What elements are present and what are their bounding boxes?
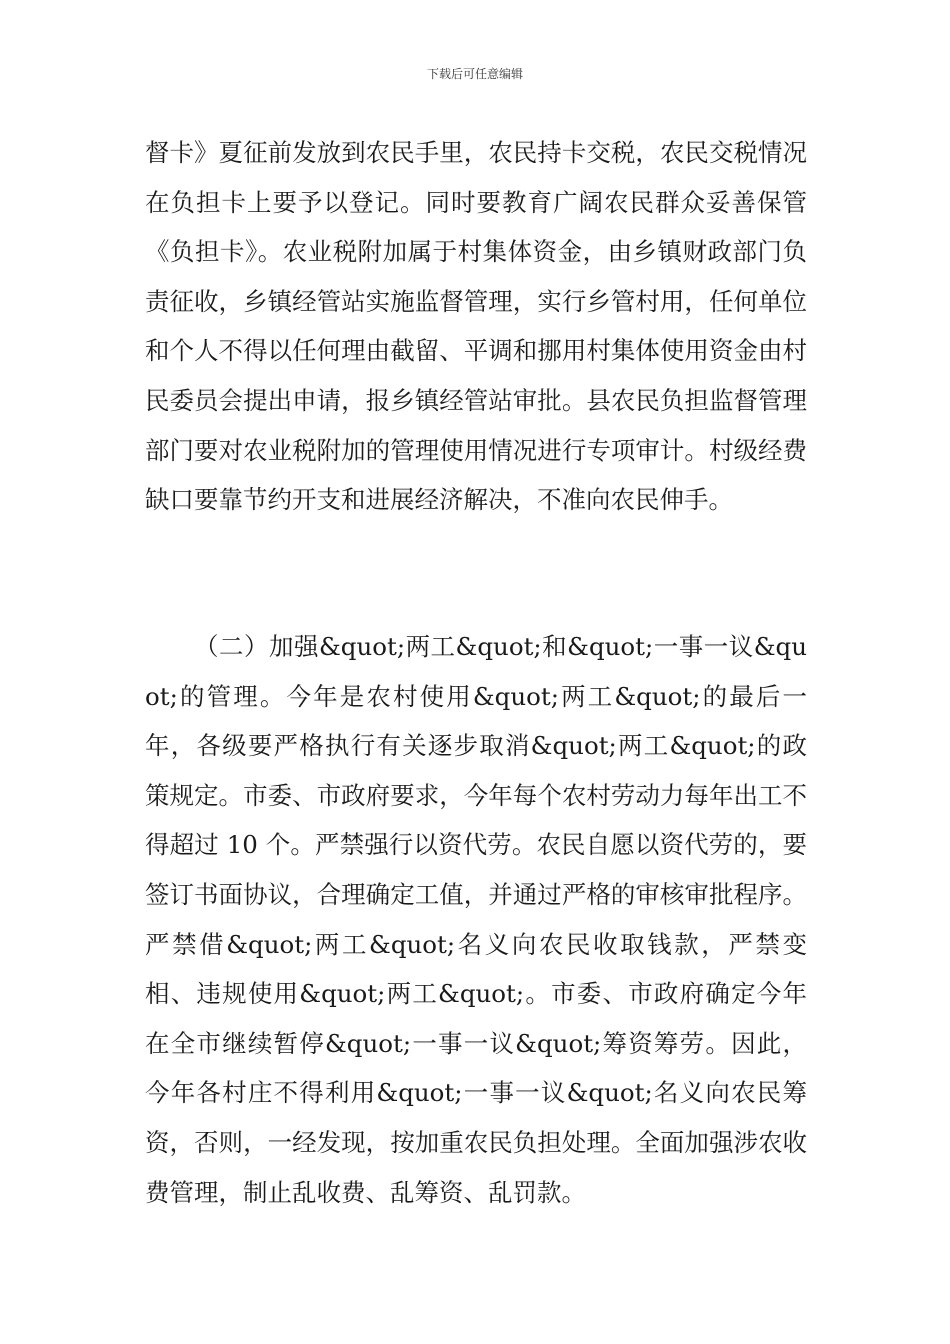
body-paragraph-1: 督卡》夏征前发放到农民手里，农民持卡交税，农民交税情况在负担卡上要予以登记。同时要教育广阔农民群众妥善保管《负担卡》。农业税附加属于村集体资金，由乡镇财政部门负责征收，乡镇经管站实施监督管理，实行乡管村用，任何单位和个人不得以任何理由截留、平调和挪用村集体使用资金由村民委员会提出申请，报乡镇经管站审批。县农民负担监督管理部门要对农业税附加的管理使用情况进行专项审计。村级经费缺口要靠节约开支和进展经济解决，不准向农民伸手。 [145,138,807,515]
page-header: 下载后可任意编辑 [426,67,523,81]
body-paragraph-2: （二）加强&quot;两工&quot;和&quot;一事一议&quot;的管理。今年是农村使用&quot;两工&quot;的最后一年，各级要严格执行有关逐步取消&quot;两工&quot;的政策规定。市委、市政府要求，今年每个农村劳动力每年出工不得超过 10 个。严禁强行以资代劳。农民自愿以资代劳的，要签订书面协议，合理确定工值，并通过严格的审核审批程序。严禁借&quot;两工&quot;名义向农民收取钱款，严禁变相、违规使用&quot;两工&quot;。市委、市政府确定今年在全市继续暂停&quot;一事一议&quot;筹资筹劳。因此，今年各村庄不得利用&quot;一事一议&quot;名义向农民筹资，否则，一经发现，按加重农民负担处理。全面加强涉农收费管理，制止乱收费、乱筹资、乱罚款。 [145,632,807,1207]
